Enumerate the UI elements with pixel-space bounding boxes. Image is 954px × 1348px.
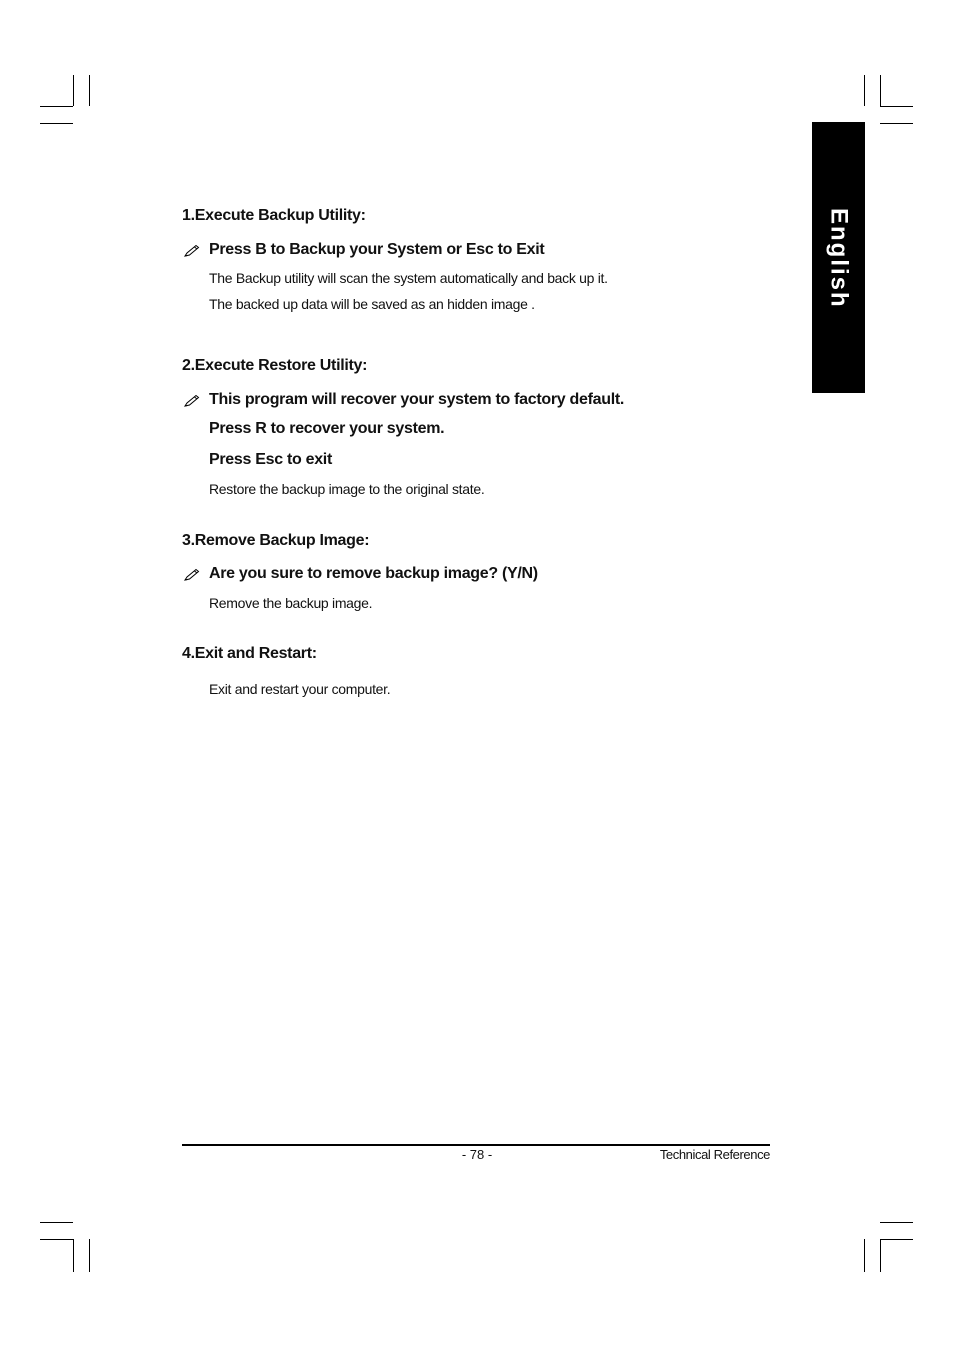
crop-mark xyxy=(73,1239,74,1272)
crop-mark xyxy=(864,1239,865,1272)
prompt-restore-2: Press R to recover your system. xyxy=(209,420,445,437)
section-heading-exit: 4.Exit and Restart: xyxy=(182,645,317,662)
prompt-restore-3: Press Esc to exit xyxy=(209,451,332,468)
prompt-backup: Press B to Backup your System or Esc to Exit xyxy=(209,241,545,258)
footer-divider xyxy=(182,1144,770,1146)
section-heading-restore: 2.Execute Restore Utility: xyxy=(182,357,368,374)
crop-mark xyxy=(880,123,913,124)
description-restore: Restore the backup image to the original state. xyxy=(209,481,485,497)
crop-mark xyxy=(40,1239,73,1240)
prompt-restore-1: This program will recover your system to factory default. xyxy=(209,391,625,408)
crop-mark xyxy=(880,1239,913,1240)
crop-mark xyxy=(89,75,90,106)
crop-mark xyxy=(880,75,881,106)
description-backup-2: The backed up data will be saved as an hidden image . xyxy=(209,296,535,312)
prompt-remove: Are you sure to remove backup image? (Y/N) xyxy=(209,565,538,582)
crop-mark xyxy=(73,75,74,106)
crop-mark xyxy=(40,106,73,107)
description-exit: Exit and restart your computer. xyxy=(209,681,391,697)
crop-mark xyxy=(880,1222,913,1223)
crop-mark xyxy=(864,75,865,106)
crop-mark xyxy=(89,1239,90,1272)
crop-mark xyxy=(880,1239,881,1272)
page-number: - 78 - xyxy=(461,1147,493,1162)
pencil-icon xyxy=(183,394,201,408)
pencil-icon xyxy=(183,568,201,582)
crop-mark xyxy=(880,106,913,107)
section-heading-backup: 1.Execute Backup Utility: xyxy=(182,207,366,224)
language-tab-label: English xyxy=(825,208,853,309)
section-heading-remove: 3.Remove Backup Image: xyxy=(182,532,370,549)
description-backup-1: The Backup utility will scan the system automatically and back up it. xyxy=(209,270,608,286)
footer-section-name: Technical Reference xyxy=(659,1147,770,1162)
crop-mark xyxy=(40,123,73,124)
pencil-icon xyxy=(183,244,201,258)
description-remove: Remove the backup image. xyxy=(209,595,373,611)
language-tab xyxy=(812,122,865,393)
crop-mark xyxy=(40,1222,73,1223)
